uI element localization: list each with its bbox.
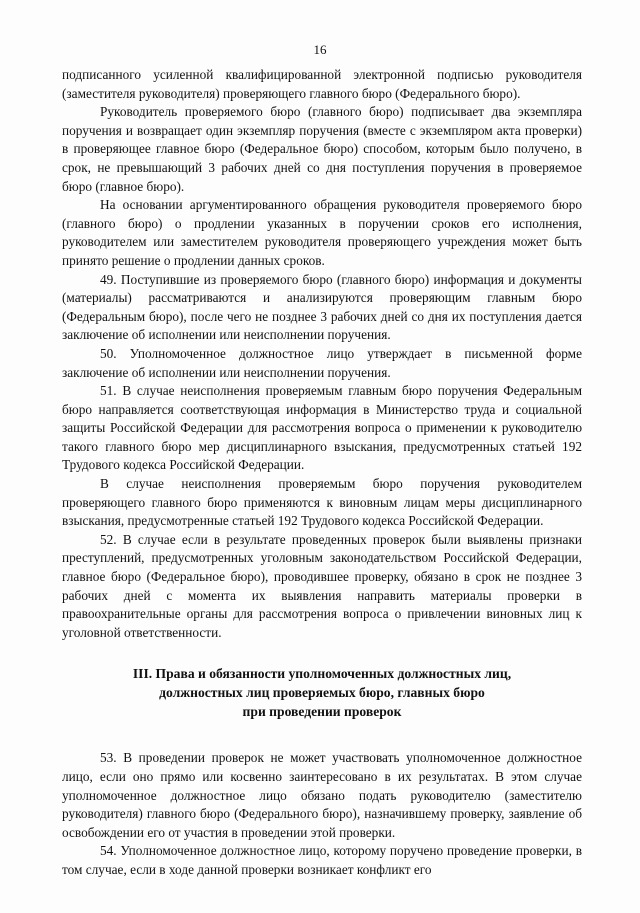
paragraph: 51. В случае неисполнения проверяемым главным бюро поручения Федеральным бюро направляется соответствующая информация в Министерство труда и социальной защиты Российской Федерации для рассмотрения вопроса о применении к руководителю такого главного бюро мер дисциплинарного взыскания, предусмотренных статьей 192 Трудового кодекса Российской Федерации.: [62, 383, 582, 473]
paragraph: На основании аргументированного обращения руководителя проверяемого бюро (главного бюро) о продлении указанных в поручении сроков его исполнения, руководителем или заместителем руководителя проверяющего учреждения может быть принято решение о продлении данных сроков.: [62, 197, 582, 268]
section-heading-line-2: должностных лиц проверяемых бюро, главных бюро: [159, 685, 485, 701]
document-body: [62, 66, 582, 880]
section-heading-line-1: III. Права и обязанности уполномоченных должностных лиц,: [132, 666, 512, 682]
paragraph: Руководитель проверяемого бюро (главного бюро) подписывает два экземпляра поручения и возвращает один экземпляр поручения (вместе с экземпляром акта проверки) в проверяющее главное бюро (Федеральное бюро) способом, которым было получено, в срок, не превышающий 3 рабочих дней со дня поступления поручения в проверяемое бюро (главное бюро).: [62, 104, 582, 194]
page-number: 16: [313, 42, 327, 57]
paragraphs-after-heading: [62, 749, 582, 879]
section-heading-line-3: при проведении проверок: [242, 704, 402, 720]
paragraph: 52. В случае если в результате проведенных проверок были выявлены признаки преступлений, предусмотренных уголовным законодательством Российской Федерации, главное бюро (Федеральное бюро), проводившее проверку, обязано в срок не позднее 3 рабочих дней с момента их выявления направить материалы проверки в правоохранительные органы для рассмотрения вопроса о привлечении виновных лиц к уголовной ответственности.: [62, 531, 582, 640]
paragraph: 54. Уполномоченное должностное лицо, которому поручено проведение проверки, в том случае, если в ходе данной проверки возникает конфликт его: [62, 843, 582, 877]
paragraph: подписанного усиленной квалифицированной электронной подписью руководителя (заместителя руководителя) проверяющего главного бюро (Федерального бюро).: [62, 67, 582, 101]
paragraph: 49. Поступившие из проверяемого бюро (главного бюро) информация и документы (материалы) рассматриваются и анализируются проверяющим главным бюро (Федеральным бюро), после чего не позднее 3 рабочих дней со дня их поступления дается заключение об исполнении или неисполнении поручения.: [62, 271, 582, 343]
paragraph: 50. Уполномоченное должностное лицо утверждает в письменной форме заключение об исполнении или неисполнении поручения.: [62, 345, 582, 380]
paragraphs-before-heading: [62, 66, 582, 642]
paragraph: 53. В проведении проверок не может участвовать уполномоченное должностное лицо, если оно прямо или косвенно заинтересовано в их результатах. В этом случае уполномоченное должностное лицо обязано подать руководителю (заместителю руководителя) главного бюро (Федерального бюро), назначившему проверку, заявление об освобождении его от участия в проведении этой проверки.: [62, 750, 582, 840]
paragraph: В случае неисполнения проверяемым бюро поручения руководителем проверяющего главного бюро применяются к виновным лицам меры дисциплинарного взыскания, предусмотренные статьей 192 Трудового кодекса Российской Федерации.: [62, 476, 582, 529]
section-heading: [62, 664, 582, 721]
